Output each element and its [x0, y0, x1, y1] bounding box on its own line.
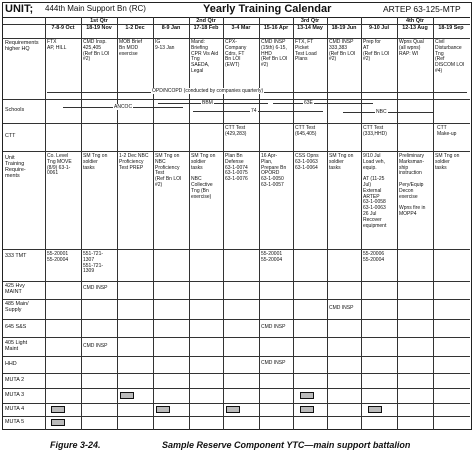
- row-label-405: 405 Light Maint: [5, 340, 28, 352]
- row-label-333: 333 TMT: [5, 253, 27, 259]
- tmt-cell: 55-20001 55-20004: [261, 251, 283, 263]
- col-divider: [81, 17, 82, 430]
- unit-name: 444th Main Support Bn (RC): [45, 4, 146, 13]
- requirement-cell: Wpns Qual (all wpns) RAP: WI: [399, 39, 424, 57]
- col-divider: [327, 17, 328, 430]
- quarter-label: 3rd Qtr: [300, 18, 320, 24]
- unit-training-cell: Co. Level Tng MOVE (8/9) 63-1- 0061: [47, 153, 72, 177]
- column-header: 9-10 Jul: [368, 25, 390, 31]
- school-label: 63E: [304, 100, 313, 106]
- row-label-425: 425 Hvy MAINT: [5, 283, 25, 295]
- col-divider: [293, 17, 294, 430]
- row-label-schools: Schools: [5, 107, 25, 113]
- muta-box: [226, 406, 240, 413]
- unit-training-cell: SM Tng on soldier tasks: [83, 153, 108, 171]
- cmd-insp-cell: CMD INSP: [329, 305, 354, 311]
- row-label-muta4: MUTA 4: [5, 406, 25, 412]
- ctt-cell: CTT Test (333,HHD): [363, 125, 387, 137]
- col-divider: [189, 17, 190, 430]
- column-header: 18-19 Sep: [438, 25, 464, 31]
- quarter-label: 4th Qtr: [405, 18, 425, 24]
- requirement-cell: Prep for AT (Ref Bn LOI #2): [363, 39, 390, 63]
- school-label: NBC: [376, 109, 387, 115]
- column-header: 15-16 Apr: [263, 25, 289, 31]
- figure-number: Figure 3-24.: [50, 440, 101, 450]
- requirement-cell: CMD INSP 333,383 (Ref Bn LOI #2): [329, 39, 356, 63]
- muta-box: [51, 419, 65, 426]
- row-label-ctt: CTT: [5, 133, 16, 139]
- requirement-cell: CMD Insp. 425,405 (Ref Bn LOI #2): [83, 39, 110, 63]
- unit-training-cell: 1-2 Dec NBC Proficiency Test PREP: [119, 153, 149, 171]
- row-divider: [3, 249, 470, 250]
- figure-caption: Sample Reserve Component YTC—main support battalion: [162, 440, 411, 450]
- muta-box: [300, 406, 314, 413]
- training-calendar-sheet: [2, 2, 472, 430]
- requirement-cell: MOB Brief Bn MOD exercise: [119, 39, 143, 57]
- row-label-requirements: Requirements higher HQ: [5, 40, 39, 52]
- muta-box: [300, 392, 314, 399]
- artep-label: ARTEP 63-125-MTP: [383, 4, 461, 14]
- requirement-cell: FTX, FT Picket Test Load Plans: [295, 39, 317, 63]
- row-label-muta5: MUTA 5: [5, 419, 25, 425]
- unit-training-cell: SM Tng on soldier tasks: [329, 153, 354, 171]
- cmd-insp-cell: CMD INSP: [261, 324, 286, 330]
- unit-training-cell: SM Tng on soldier tasks NBC Collective Tng (Bn exercise): [191, 153, 216, 200]
- ctt-cell: CTT Test (429,283): [225, 125, 247, 137]
- column-header: 12-13 Aug: [402, 25, 428, 31]
- row-divider: [3, 123, 470, 124]
- row-divider: [3, 151, 470, 152]
- requirement-cell: Civil Disturbance Tng (Ref DISCOM LOI #4): [435, 39, 465, 74]
- unit-training-cell: SM Tng on soldier tasks: [435, 153, 460, 171]
- quarter-label: 1st Qtr: [90, 18, 108, 24]
- col-divider: [223, 17, 224, 430]
- row-divider: [3, 337, 470, 338]
- row-label-485: 485 Main/ Supply: [5, 301, 29, 313]
- column-header: 8-9 Jan: [161, 25, 181, 31]
- column-header: 7-8-9 Oct: [51, 25, 75, 31]
- requirement-cell: IG 9-13 Jan: [155, 39, 175, 51]
- calendar-header: [3, 3, 470, 18]
- col-divider: [153, 17, 154, 430]
- row-label-645: 645 S&S: [5, 324, 27, 330]
- muta-box: [120, 392, 134, 399]
- row-divider: [3, 319, 470, 320]
- requirement-cell: CPX- Company Cdrs, FT Bn LOI (EWT): [225, 39, 247, 69]
- column-header: 17-18 Feb: [193, 25, 219, 31]
- row-label-muta2: MUTA 2: [5, 377, 25, 383]
- unit-training-cell: 9/10 Jul Load veh, equip. AT (11-25 Jul) External ARTEP 63-1-0058 63-1-0063 26 Jul Recover equipment: [363, 153, 387, 229]
- calendar-title: Yearly Training Calendar: [203, 3, 332, 15]
- school-label: BBM: [202, 100, 213, 106]
- col-divider: [433, 17, 434, 430]
- muta-box: [51, 406, 65, 413]
- school-bar: [193, 111, 323, 112]
- unit-training-cell: SM Tng on NBC Proficiency Test (Ref Bn LOI #2): [155, 153, 182, 188]
- school-label: ANCOC: [114, 104, 133, 110]
- column-header: 18-19 Jun: [331, 25, 357, 31]
- unit-label: UNIT;: [5, 3, 34, 15]
- col-divider: [117, 17, 118, 430]
- row-divider: [3, 403, 470, 404]
- unit-training-cell: Preliminary Marksman- ship instruction Pery/Equip Decon exercise Wpns fire in MOPP4: [399, 153, 426, 217]
- col-divider: [259, 17, 260, 430]
- col-divider: [397, 17, 398, 430]
- quarter-label: 2nd Qtr: [196, 18, 216, 24]
- unit-training-cell: 16 Apr- Plan, Prepare Bn OPORD 63-1-0050 63-1-0057: [261, 153, 287, 188]
- ctt-cell: CTT Test (645,405): [295, 125, 317, 137]
- row-label-unit-training: Unit Training Require- ments: [5, 155, 26, 179]
- col-divider: [361, 17, 362, 430]
- column-header: 13-14 May: [297, 25, 323, 31]
- tmt-cell: 55-20001 55-20004: [47, 251, 69, 263]
- unit-training-cell: CSS Opns 63-1-0063 63-1-0064: [295, 153, 319, 171]
- school-bar: [273, 103, 373, 104]
- unit-training-cell: Plan Bn Defense 63-1-0074 63-1-0075 63-1-0076: [225, 153, 248, 183]
- cmd-insp-cell: CMD INSP: [83, 285, 108, 291]
- col-divider: [45, 17, 46, 430]
- cmd-insp-cell: CMD INSP: [83, 343, 108, 349]
- row-divider: [3, 299, 470, 300]
- column-header: 18-19 Nov: [86, 25, 112, 31]
- column-header: 3-4 Mar: [231, 25, 251, 31]
- tmt-cell: 551-721- 1307 551-721- 1309: [83, 251, 104, 275]
- muta-box: [368, 406, 382, 413]
- row-label-muta3: MUTA 3: [5, 392, 25, 398]
- row-divider: [3, 99, 470, 100]
- row-divider: [3, 281, 470, 282]
- muta-box: [156, 406, 170, 413]
- row-divider: [3, 356, 470, 357]
- requirement-cell: Mand: Briefing CPR Vis Aid Tng SAEDA, Legal: [191, 39, 219, 74]
- cmd-insp-cell: CMD INSP: [261, 360, 286, 366]
- school-bar: [343, 112, 433, 113]
- opd-label: OPD/NCOPD (conducted by companies quarterly): [152, 88, 264, 94]
- ctt-cell: CTT Make-up: [437, 125, 457, 137]
- tmt-cell: 55-20006 55-20004: [363, 251, 385, 263]
- row-divider: [3, 373, 470, 374]
- column-header: 1-2 Dec: [125, 25, 145, 31]
- requirement-cell: FTX AP, HILL: [47, 39, 67, 51]
- school-label: 74: [251, 108, 257, 114]
- row-divider: [3, 388, 470, 389]
- row-divider: [3, 416, 470, 417]
- requirement-cell: CMD INSP (15th) 6-15, HHD (Ref Bn LOI #2): [261, 39, 288, 69]
- row-label-hhd: HHD: [5, 361, 17, 367]
